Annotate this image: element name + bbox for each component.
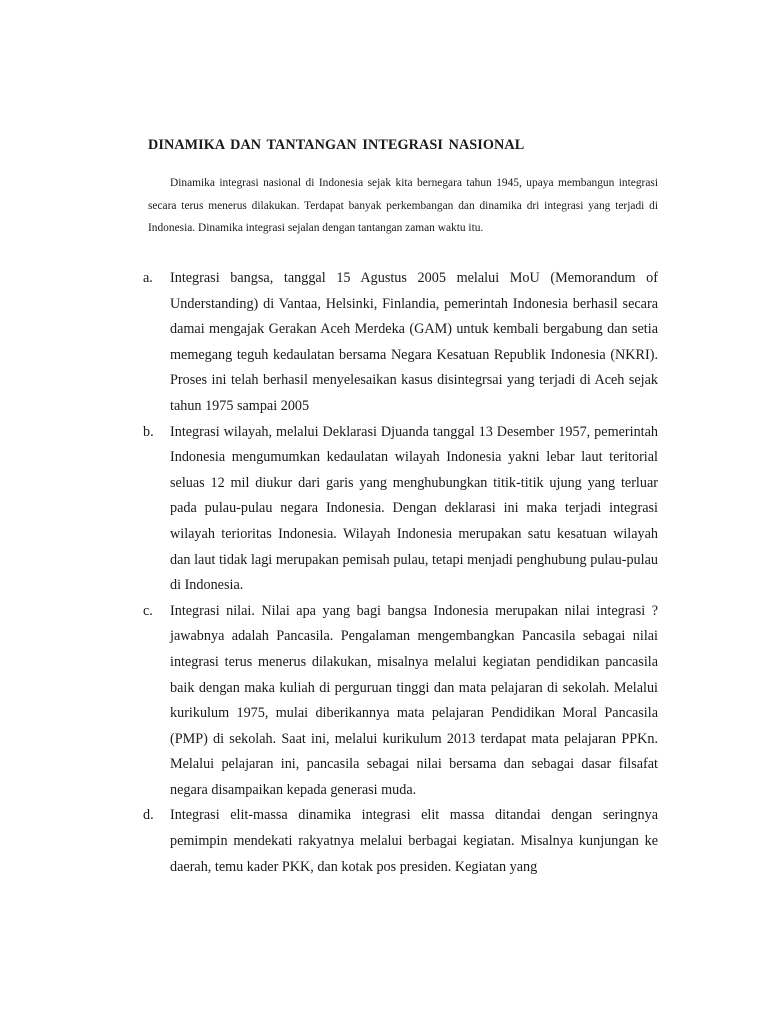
- list-item: [143, 803, 658, 880]
- intro-paragraph: Dinamika integrasi nasional di Indonesia sejak kita bernegara tahun 1945, upaya membangun integrasi secara terus menerus dilakukan. Terdapat banyak perkembangan dan dinamika dri integrasi yang terjadi di Indonesia. Dinamika integrasi sejalan dengan tantangan zaman waktu itu.: [148, 177, 658, 234]
- list-item-text: Integrasi elit-massa dinamika integrasi elit massa ditandai dengan seringnya pemimpin mendekati rakyatnya melalui berbagai kegiatan. Misalnya kunjungan ke daerah, temu kader PKK, dan kotak pos presiden. Kegiatan yang: [170, 807, 658, 875]
- list-item-text: Integrasi bangsa, tanggal 15 Agustus 2005 melalui MoU (Memorandum of Understanding) di Vantaa, Helsinki, Finlandia, pemerintah Indonesia berhasil secara damai mengajak Gerakan Aceh Merdeka (GAM) untuk kembali bergabung dan setia memegang teguh kedaulatan bersama Negara Kesatuan Republik Indonesia (NKRI). Proses ini telah berhasil menyelesaikan kasus disintegrsai yang terjadi di Aceh sejak tahun 1975 sampai 2005: [170, 270, 658, 414]
- list-item-text: Integrasi wilayah, melalui Deklarasi Djuanda tanggal 13 Desember 1957, pemerintah Indonesia mengumumkan kedaulatan wilayah Indonesia yakni lebar laut teritorial seluas 12 mil diukur dari garis yang menghubungkan titik-titik ujung yang terluar pada pulau-pulau negara Indonesia. Dengan deklarasi ini maka terjadi integrasi wilayah terioritas Indonesia. Wilayah Indonesia merupakan satu kesatuan wilayah dan laut tidak lagi merupakan pemisah pulau, tetapi menjadi penghubung pulau-pulau di Indonesia.: [170, 423, 658, 594]
- list-item: [143, 599, 658, 804]
- list-item-letter: a.: [143, 270, 153, 286]
- list-item: [143, 420, 658, 599]
- list-item-letter: b.: [143, 423, 154, 440]
- document-title: DINAMIKA DAN TANTANGAN INTEGRASI NASIONAL: [148, 137, 525, 153]
- list-item: [143, 266, 658, 420]
- list-item-text: Integrasi nilai. Nilai apa yang bagi bangsa Indonesia merupakan nilai integrasi ? jawabnya adalah Pancasila. Pengalaman mengembangkan Pancasila sebagai nilai integrasi terus menerus dilakukan, misalnya melalui kegiatan pendidikan pancasila baik dengan maka kuliah di perguruan tinggi dan mata pelajaran di sekolah. Melalui kurikulum 1975, mulai diberikannya mata pelajaran Pendidikan Moral Pancasila (PMP) di sekolah. Saat ini, melalui kurikulum 2013 terdapat mata pelajaran PPKn. Melalui pelajaran ini, pancasila sebagai nilai bersama dan sebagai dasar filsafat negara disampaikan kepada generasi muda.: [170, 602, 658, 798]
- list-item-letter: d.: [143, 807, 154, 824]
- lettered-list: [143, 266, 658, 880]
- list-item-letter: c.: [143, 602, 153, 619]
